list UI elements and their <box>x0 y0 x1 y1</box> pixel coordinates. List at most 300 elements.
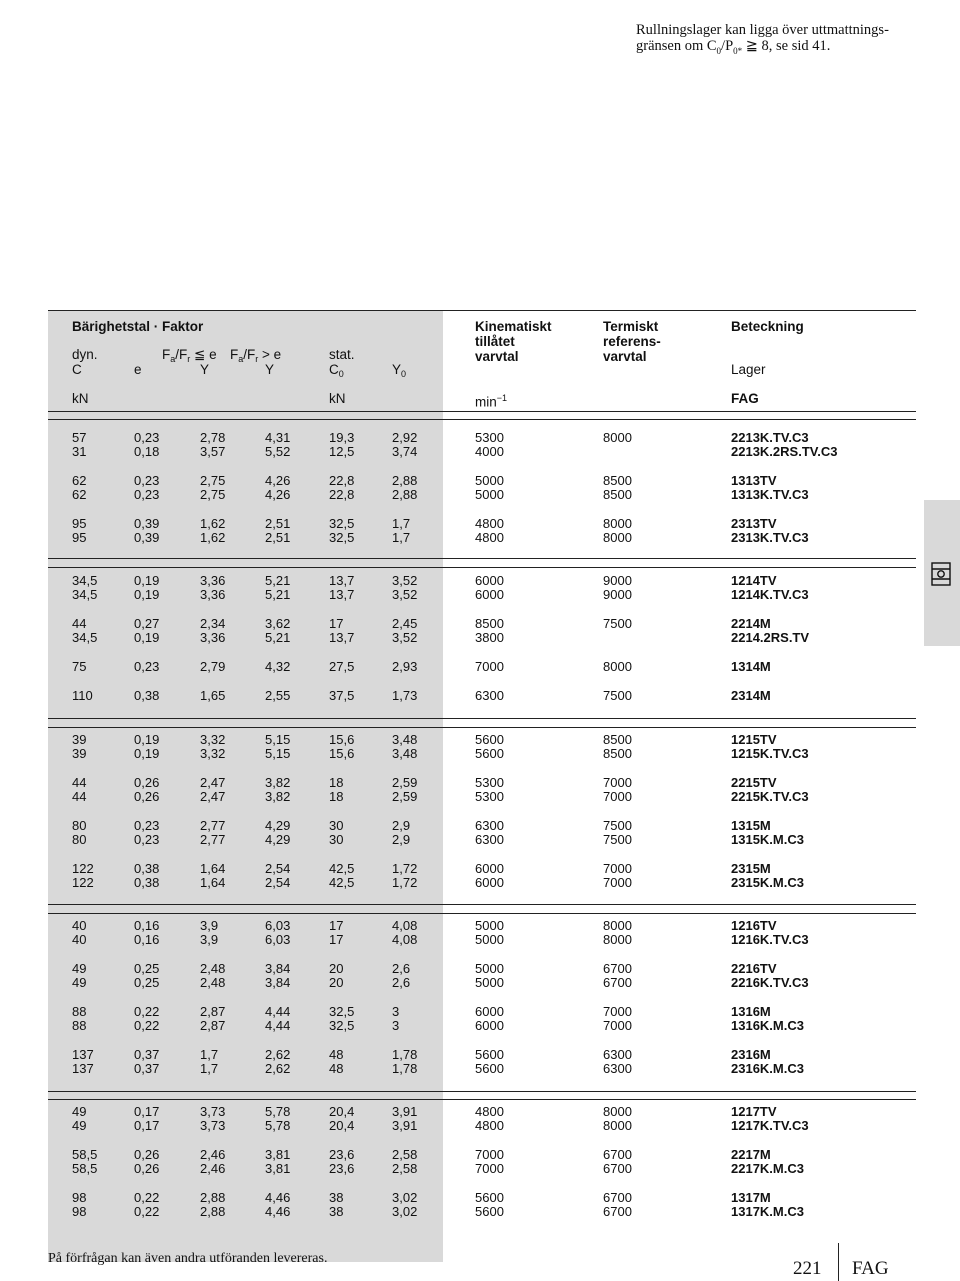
table-cell: 5000 <box>475 487 504 502</box>
table-cell: 23,6 <box>329 1161 355 1176</box>
table-cell: 3,48 <box>392 732 418 747</box>
table-cell: 49 <box>72 1104 87 1119</box>
table-cell: 5,78 <box>265 1104 291 1119</box>
table-cell: 5000 <box>475 918 504 933</box>
table-cell: 5000 <box>475 961 504 976</box>
table-cell: 37,5 <box>329 688 355 703</box>
table-cell: 1,72 <box>392 861 418 876</box>
table-cell: 0,23 <box>134 818 160 833</box>
table-cell: 0,22 <box>134 1018 160 1033</box>
group-rule <box>48 913 916 914</box>
table-cell: 48 <box>329 1047 344 1062</box>
table-cell: 0,19 <box>134 630 160 645</box>
table-cell: 0,23 <box>134 487 160 502</box>
table-cell: 6000 <box>475 1018 504 1033</box>
group-rule <box>48 727 916 728</box>
table-cell: 5000 <box>475 975 504 990</box>
table-cell: 0,26 <box>134 1161 160 1176</box>
group-rule <box>48 718 916 719</box>
table-cell: 6,03 <box>265 932 291 947</box>
table-cell: 1,78 <box>392 1047 418 1062</box>
table-cell: 1,64 <box>200 861 226 876</box>
table-cell: 4000 <box>475 444 504 459</box>
table-cell: 3,91 <box>392 1104 418 1119</box>
table-cell: 1317K.M.C3 <box>731 1204 804 1219</box>
table-cell: 5300 <box>475 789 504 804</box>
table-cell: 2,54 <box>265 875 291 890</box>
table-cell: 44 <box>72 616 87 631</box>
table-cell: 2,93 <box>392 659 418 674</box>
header-dyn: dyn. <box>72 347 98 362</box>
table-cell: 20,4 <box>329 1104 355 1119</box>
table-cell: 30 <box>329 832 344 847</box>
table-row <box>0 1018 960 1033</box>
table-cell: 22,8 <box>329 487 355 502</box>
bearing-section-icon <box>930 560 952 588</box>
table-row <box>0 789 960 804</box>
table-cell: 3 <box>392 1018 400 1033</box>
table-cell: 8500 <box>603 732 632 747</box>
table-cell: 1315M <box>731 818 771 833</box>
table-cell: 4,44 <box>265 1004 291 1019</box>
table-cell: 2,47 <box>200 789 226 804</box>
table-cell: 1,64 <box>200 875 226 890</box>
table-cell: 1,7 <box>200 1061 219 1076</box>
table-cell: 17 <box>329 918 344 933</box>
table-cell: 1217K.TV.C3 <box>731 1118 809 1133</box>
table-cell: 6000 <box>475 587 504 602</box>
header-c: C <box>72 362 82 377</box>
table-cell: 8500 <box>603 473 632 488</box>
table-row <box>0 875 960 890</box>
table-cell: 7000 <box>603 875 632 890</box>
table-cell: 2,55 <box>265 688 291 703</box>
table-cell: 20,4 <box>329 1118 355 1133</box>
table-cell: 3,84 <box>265 961 291 976</box>
table-cell: 18 <box>329 775 344 790</box>
table-cell: 2,46 <box>200 1147 226 1162</box>
table-row <box>0 1204 960 1219</box>
header-group-title: Bärighetstal · Faktor <box>72 319 204 334</box>
table-row <box>0 1190 960 1205</box>
table-cell: 8000 <box>603 918 632 933</box>
table-cell: 6300 <box>475 832 504 847</box>
table-cell: 95 <box>72 530 87 545</box>
table-cell: 0,16 <box>134 918 160 933</box>
header-e: e <box>134 362 142 377</box>
table-cell: 4,08 <box>392 932 418 947</box>
table-cell: 0,23 <box>134 473 160 488</box>
table-row <box>0 473 960 488</box>
table-cell: 4,26 <box>265 473 291 488</box>
table-cell: 8000 <box>603 430 632 445</box>
table-row <box>0 587 960 602</box>
table-cell: 2,48 <box>200 975 226 990</box>
table-cell: 1313TV <box>731 473 777 488</box>
table-cell: 2313K.TV.C3 <box>731 530 809 545</box>
table-cell: 7500 <box>603 616 632 631</box>
table-cell: 1214TV <box>731 573 777 588</box>
table-cell: 22,8 <box>329 473 355 488</box>
table-cell: 1317M <box>731 1190 771 1205</box>
table-cell: 48 <box>329 1061 344 1076</box>
table-cell: 3,02 <box>392 1190 418 1205</box>
table-cell: 0,19 <box>134 746 160 761</box>
table-row <box>0 918 960 933</box>
table-cell: 75 <box>72 659 87 674</box>
table-cell: 2217M <box>731 1147 771 1162</box>
table-cell: 5000 <box>475 473 504 488</box>
header-unit-kn: kN <box>72 391 89 406</box>
table-cell: 2,87 <box>200 1018 226 1033</box>
table-cell: 5,15 <box>265 746 291 761</box>
table-cell: 80 <box>72 818 87 833</box>
table-cell: 6000 <box>475 861 504 876</box>
table-cell: 0,38 <box>134 875 160 890</box>
table-cell: 3,81 <box>265 1147 291 1162</box>
table-cell: 2,58 <box>392 1161 418 1176</box>
table-cell: 5600 <box>475 1047 504 1062</box>
table-cell: 0,19 <box>134 573 160 588</box>
table-cell: 2,59 <box>392 775 418 790</box>
fatigue-note: Rullningslager kan ligga över uttmattnings- gränsen om $C_0/P_{0*}$ ≧ 8, se sid 41. <box>636 22 889 56</box>
table-cell: 2216K.TV.C3 <box>731 975 809 990</box>
table-cell: 8500 <box>603 746 632 761</box>
table-row <box>0 573 960 588</box>
table-cell: 5,21 <box>265 587 291 602</box>
table-cell: 0,38 <box>134 688 160 703</box>
header-thermal: Termiskt referens- varvtal <box>603 319 661 364</box>
table-cell: 1314M <box>731 659 771 674</box>
table-cell: 4,46 <box>265 1190 291 1205</box>
table-cell: 0,16 <box>134 932 160 947</box>
group-rule <box>48 1091 916 1092</box>
table-cell: 3,32 <box>200 732 226 747</box>
header-designation: Beteckning <box>731 319 804 334</box>
table-cell: 3,81 <box>265 1161 291 1176</box>
header-cond1: $F_a/F_r$ ≦ e <box>162 347 217 364</box>
table-row <box>0 1118 960 1133</box>
table-cell: 8000 <box>603 932 632 947</box>
table-cell: 2,54 <box>265 861 291 876</box>
table-row <box>0 430 960 445</box>
table-cell: 2,62 <box>265 1047 291 1062</box>
table-cell: 2,79 <box>200 659 226 674</box>
table-cell: 8000 <box>603 1118 632 1133</box>
table-cell: 62 <box>72 473 87 488</box>
table-cell: 8000 <box>603 516 632 531</box>
table-cell: 3,84 <box>265 975 291 990</box>
footer-note: På förfrågan kan även andra utföranden levereras. <box>48 1251 328 1266</box>
table-cell: 0,26 <box>134 1147 160 1162</box>
table-cell: 3,82 <box>265 789 291 804</box>
table-cell: 95 <box>72 516 87 531</box>
table-cell: 58,5 <box>72 1161 98 1176</box>
table-cell: 2,87 <box>200 1004 226 1019</box>
table-cell: 2316M <box>731 1047 771 1062</box>
table-row <box>0 775 960 790</box>
table-cell: 40 <box>72 932 87 947</box>
table-cell: 0,25 <box>134 961 160 976</box>
table-cell: 2,88 <box>200 1204 226 1219</box>
table-cell: 98 <box>72 1190 87 1205</box>
table-cell: 2,75 <box>200 473 226 488</box>
table-cell: 0,22 <box>134 1004 160 1019</box>
table-cell: 44 <box>72 789 87 804</box>
table-cell: 39 <box>72 732 87 747</box>
table-cell: 2316K.M.C3 <box>731 1061 804 1076</box>
table-cell: 7000 <box>475 1161 504 1176</box>
header-fag: FAG <box>731 391 759 406</box>
table-cell: 88 <box>72 1004 87 1019</box>
table-cell: 17 <box>329 616 344 631</box>
table-cell: 2313TV <box>731 516 777 531</box>
table-cell: 42,5 <box>329 861 355 876</box>
table-cell: 3,52 <box>392 630 418 645</box>
header-kinematic: Kinematiskt tillåtet varvtal <box>475 319 552 364</box>
table-cell: 1,62 <box>200 516 226 531</box>
table-cell: 6,03 <box>265 918 291 933</box>
group-rule <box>48 558 916 559</box>
table-cell: 3 <box>392 1004 400 1019</box>
table-cell: 6300 <box>475 818 504 833</box>
header-unit-kn-stat: kN <box>329 391 346 406</box>
table-cell: 6300 <box>603 1047 632 1062</box>
table-cell: 2,6 <box>392 961 411 976</box>
table-cell: 3,73 <box>200 1118 226 1133</box>
table-cell: 3,36 <box>200 630 226 645</box>
table-row <box>0 732 960 747</box>
table-cell: 2214M <box>731 616 771 631</box>
table-cell: 2,88 <box>200 1190 226 1205</box>
table-row <box>0 818 960 833</box>
table-row <box>0 444 960 459</box>
table-cell: 7000 <box>603 1018 632 1033</box>
table-cell: 0,23 <box>134 659 160 674</box>
table-cell: 6700 <box>603 1204 632 1219</box>
table-cell: 2,77 <box>200 818 226 833</box>
table-cell: 5,52 <box>265 444 291 459</box>
table-cell: 1216TV <box>731 918 777 933</box>
table-cell: 0,38 <box>134 861 160 876</box>
table-cell: 9000 <box>603 587 632 602</box>
table-cell: 9000 <box>603 573 632 588</box>
table-row <box>0 530 960 545</box>
table-cell: 5600 <box>475 732 504 747</box>
table-cell: 6700 <box>603 1190 632 1205</box>
footer-divider <box>838 1243 839 1281</box>
table-cell: 2215K.TV.C3 <box>731 789 809 804</box>
table-cell: 49 <box>72 975 87 990</box>
table-cell: 3,52 <box>392 573 418 588</box>
table-cell: 32,5 <box>329 516 355 531</box>
table-cell: 122 <box>72 861 94 876</box>
table-cell: 0,26 <box>134 775 160 790</box>
table-cell: 1315K.M.C3 <box>731 832 804 847</box>
table-cell: 7500 <box>603 688 632 703</box>
table-cell: 5000 <box>475 932 504 947</box>
table-cell: 2,45 <box>392 616 418 631</box>
table-cell: 5600 <box>475 1190 504 1205</box>
header-c0: $C_0$ <box>329 362 344 379</box>
table-row <box>0 630 960 645</box>
table-cell: 3,82 <box>265 775 291 790</box>
table-cell: 2,88 <box>392 473 418 488</box>
table-cell: 44 <box>72 775 87 790</box>
table-cell: 1214K.TV.C3 <box>731 587 809 602</box>
table-cell: 7000 <box>475 659 504 674</box>
table-row <box>0 616 960 631</box>
table-cell: 80 <box>72 832 87 847</box>
table-cell: 6700 <box>603 1147 632 1162</box>
table-cell: 7000 <box>603 861 632 876</box>
table-cell: 1,73 <box>392 688 418 703</box>
table-cell: 3,02 <box>392 1204 418 1219</box>
table-cell: 6300 <box>475 688 504 703</box>
table-row <box>0 1004 960 1019</box>
table-cell: 2213K.TV.C3 <box>731 430 809 445</box>
table-cell: 57 <box>72 430 87 445</box>
table-cell: 34,5 <box>72 587 98 602</box>
table-cell: 2,51 <box>265 530 291 545</box>
table-cell: 31 <box>72 444 87 459</box>
table-cell: 3,73 <box>200 1104 226 1119</box>
table-cell: 7000 <box>603 789 632 804</box>
table-cell: 3,9 <box>200 918 219 933</box>
table-cell: 2215TV <box>731 775 777 790</box>
table-cell: 49 <box>72 961 87 976</box>
table-cell: 39 <box>72 746 87 761</box>
group-rule <box>48 419 916 420</box>
table-cell: 8000 <box>603 659 632 674</box>
table-cell: 8500 <box>603 487 632 502</box>
table-cell: 0,22 <box>134 1190 160 1205</box>
table-cell: 34,5 <box>72 630 98 645</box>
table-cell: 2,9 <box>392 832 411 847</box>
table-cell: 1215TV <box>731 732 777 747</box>
table-row <box>0 832 960 847</box>
table-cell: 20 <box>329 961 344 976</box>
table-row <box>0 746 960 761</box>
table-cell: 34,5 <box>72 573 98 588</box>
table-cell: 3800 <box>475 630 504 645</box>
table-cell: 40 <box>72 918 87 933</box>
table-cell: 6700 <box>603 961 632 976</box>
table-cell: 1316M <box>731 1004 771 1019</box>
table-cell: 3,57 <box>200 444 226 459</box>
table-cell: 4800 <box>475 530 504 545</box>
table-cell: 2214.2RS.TV <box>731 630 810 645</box>
table-cell: 8500 <box>475 616 504 631</box>
table-cell: 0,18 <box>134 444 160 459</box>
group-rule <box>48 904 916 905</box>
table-cell: 3,36 <box>200 573 226 588</box>
table-cell: 6000 <box>475 1004 504 1019</box>
table-cell: 6300 <box>603 1061 632 1076</box>
table-cell: 1,7 <box>200 1047 219 1062</box>
table-row <box>0 1104 960 1119</box>
table-cell: 7000 <box>603 775 632 790</box>
table-cell: 3,52 <box>392 587 418 602</box>
page-number: 221 <box>793 1258 822 1279</box>
table-row <box>0 487 960 502</box>
table-cell: 13,7 <box>329 573 355 588</box>
table-cell: 30 <box>329 818 344 833</box>
table-cell: 2,78 <box>200 430 226 445</box>
table-row <box>0 932 960 947</box>
table-cell: 49 <box>72 1118 87 1133</box>
table-row <box>0 961 960 976</box>
table-cell: 38 <box>329 1190 344 1205</box>
table-cell: 3,32 <box>200 746 226 761</box>
table-cell: 6000 <box>475 573 504 588</box>
table-cell: 17 <box>329 932 344 947</box>
table-cell: 2314M <box>731 688 771 703</box>
table-cell: 2,34 <box>200 616 226 631</box>
table-cell: 2,9 <box>392 818 411 833</box>
table-cell: 0,37 <box>134 1061 160 1076</box>
group-rule <box>48 567 916 568</box>
table-cell: 0,19 <box>134 587 160 602</box>
header-lager: Lager <box>731 362 766 377</box>
table-cell: 5300 <box>475 430 504 445</box>
table-cell: 5,21 <box>265 573 291 588</box>
table-cell: 8000 <box>603 530 632 545</box>
table-cell: 42,5 <box>329 875 355 890</box>
header-unit-min: $\min^{-1}$ <box>475 393 508 410</box>
table-cell: 1,65 <box>200 688 226 703</box>
table-row <box>0 861 960 876</box>
table-cell: 3,74 <box>392 444 418 459</box>
table-cell: 0,17 <box>134 1118 160 1133</box>
table-cell: 3,36 <box>200 587 226 602</box>
table-cell: 0,26 <box>134 789 160 804</box>
table-cell: 2216TV <box>731 961 777 976</box>
table-cell: 5,21 <box>265 630 291 645</box>
table-cell: 8000 <box>603 1104 632 1119</box>
table-cell: 0,22 <box>134 1204 160 1219</box>
table-cell: 2213K.2RS.TV.C3 <box>731 444 838 459</box>
table-cell: 0,39 <box>134 516 160 531</box>
table-cell: 5600 <box>475 746 504 761</box>
table-cell: 2315M <box>731 861 771 876</box>
table-cell: 6700 <box>603 1161 632 1176</box>
table-cell: 20 <box>329 975 344 990</box>
table-cell: 1217TV <box>731 1104 777 1119</box>
table-cell: 4800 <box>475 1118 504 1133</box>
table-cell: 3,62 <box>265 616 291 631</box>
table-cell: 1,78 <box>392 1061 418 1076</box>
table-cell: 6700 <box>603 975 632 990</box>
table-cell: 2,47 <box>200 775 226 790</box>
table-cell: 122 <box>72 875 94 890</box>
table-cell: 2,48 <box>200 961 226 976</box>
group-rule <box>48 1099 916 1100</box>
table-cell: 2315K.M.C3 <box>731 875 804 890</box>
table-cell: 3,48 <box>392 746 418 761</box>
table-cell: 1313K.TV.C3 <box>731 487 809 502</box>
table-cell: 2,92 <box>392 430 418 445</box>
table-cell: 5600 <box>475 1204 504 1219</box>
table-cell: 27,5 <box>329 659 355 674</box>
table-cell: 1216K.TV.C3 <box>731 932 809 947</box>
table-cell: 23,6 <box>329 1147 355 1162</box>
table-cell: 0,23 <box>134 832 160 847</box>
table-cell: 2,6 <box>392 975 411 990</box>
table-cell: 7500 <box>603 832 632 847</box>
table-cell: 1316K.M.C3 <box>731 1018 804 1033</box>
table-cell: 32,5 <box>329 530 355 545</box>
